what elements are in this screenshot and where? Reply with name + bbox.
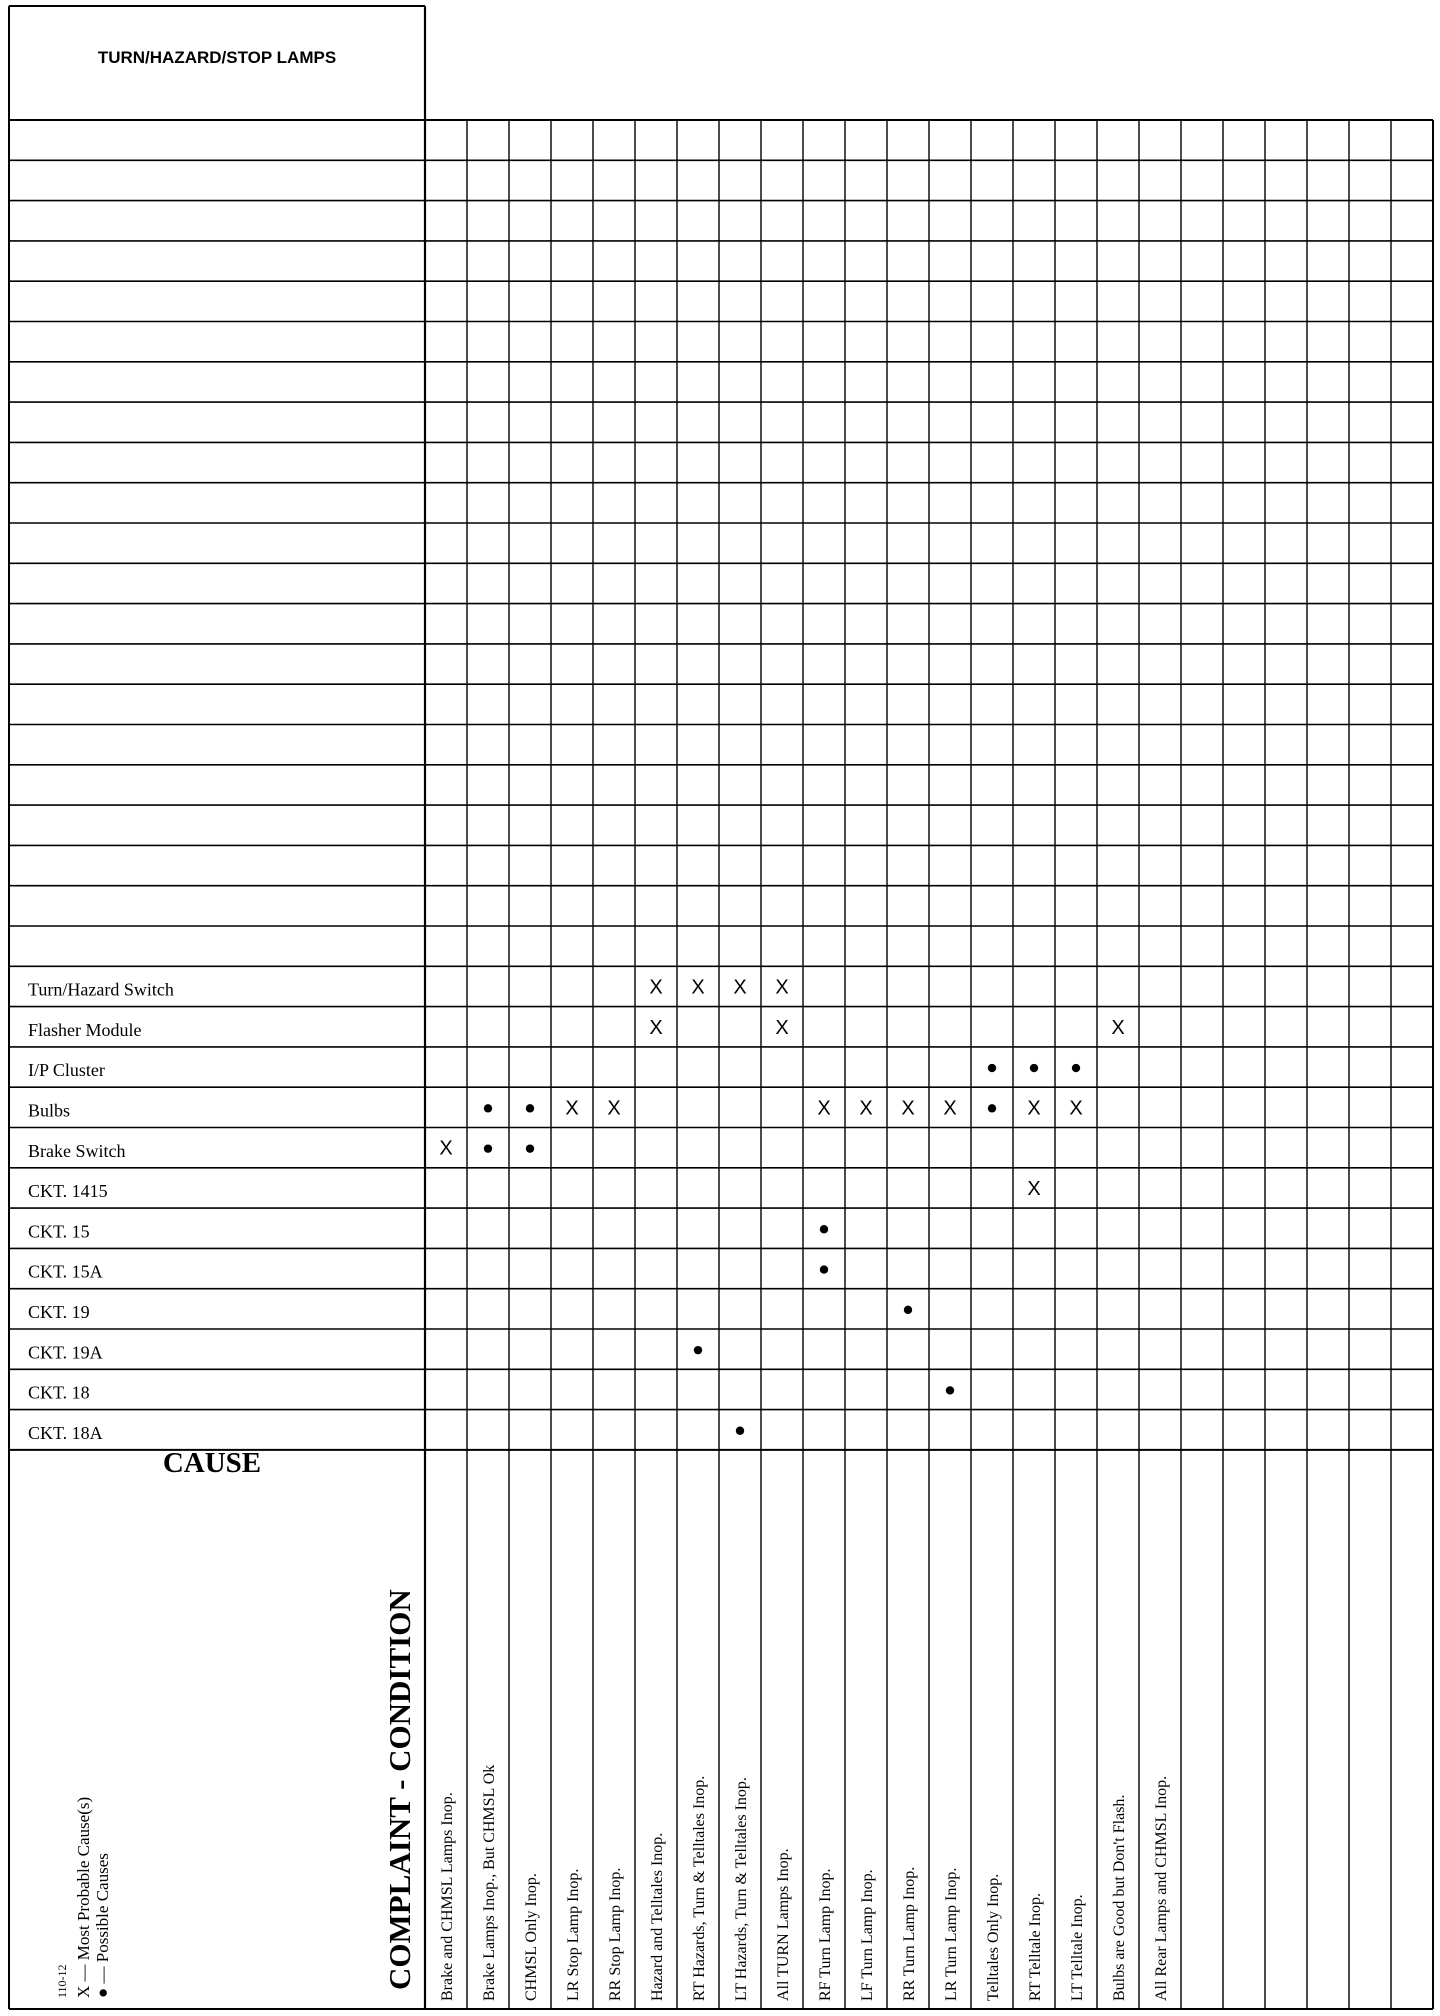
possible-cause-dot [736, 1427, 744, 1435]
cause-label: CKT. 15 [28, 1221, 90, 1242]
most-probable-mark: X [607, 1097, 621, 1120]
condition-label: LF Turn Lamp Inop. [859, 1869, 876, 2001]
cause-label: Turn/Hazard Switch [28, 979, 174, 1000]
possible-cause-dot [988, 1064, 996, 1072]
most-probable-mark: X [775, 1016, 789, 1039]
cause-label: CKT. 19 [28, 1302, 90, 1322]
condition-label: LR Stop Lamp Inop. [565, 1868, 582, 2001]
cause-label: Bulbs [28, 1100, 71, 1121]
possible-cause-dot [820, 1225, 828, 1233]
most-probable-mark: X [775, 976, 789, 999]
most-probable-mark: X [565, 1097, 579, 1120]
possible-cause-dot [526, 1144, 534, 1152]
most-probable-mark: X [817, 1097, 831, 1120]
most-probable-mark: X [859, 1097, 873, 1120]
cause-label: CKT. 1415 [28, 1181, 108, 1202]
possible-cause-dot [484, 1104, 492, 1112]
possible-cause-dot [946, 1386, 954, 1394]
figure-code: 110-12 [55, 1964, 69, 1998]
complaint-condition-heading: COMPLAINT - CONDITION [382, 1589, 417, 1990]
cause-label: Brake Switch [28, 1140, 126, 1161]
cause-label: CKT. 15A [28, 1261, 103, 1282]
cause-label: I/P Cluster [28, 1060, 105, 1081]
most-probable-mark: X [943, 1097, 957, 1120]
condition-label: LT Telltale Inop. [1069, 1894, 1086, 2001]
condition-label: All TURN Lamps Inop. [775, 1848, 792, 2001]
possible-cause-dot [694, 1346, 702, 1354]
matrix-grid [9, 6, 1433, 2009]
title-box [98, 48, 336, 67]
condition-label: All Rear Lamps and CHMSL Inop. [1153, 1775, 1170, 2001]
most-probable-mark: X [1027, 1177, 1041, 1200]
most-probable-mark: X [439, 1137, 453, 1160]
possible-cause-dot [988, 1104, 996, 1112]
most-probable-mark: X [1069, 1097, 1083, 1120]
condition-label: Hazard and Telltales Inop. [649, 1832, 666, 2001]
condition-label: RF Turn Lamp Inop. [817, 1868, 834, 2001]
most-probable-mark: X [1027, 1097, 1041, 1120]
chart-title: TURN/HAZARD/STOP LAMPS [97, 48, 337, 67]
condition-label: RT Telltale Inop. [1027, 1893, 1044, 2001]
most-probable-mark: X [901, 1097, 915, 1120]
condition-label: RR Stop Lamp Inop. [607, 1867, 624, 2001]
possible-cause-dot [1072, 1064, 1080, 1072]
condition-label: LR Turn Lamp Inop. [943, 1867, 960, 2001]
footer-area [55, 1447, 417, 1998]
legend-possible: ● — Possible Causes [93, 1853, 112, 1998]
cause-label: CKT. 18 [28, 1382, 90, 1403]
condition-label: Bulbs are Good but Don't Flash. [1111, 1794, 1128, 2001]
legend-most-probable: X — Most Probable Cause(s) [74, 1796, 93, 1998]
most-probable-mark: X [733, 976, 747, 999]
condition-label: Brake and CHMSL Lamps Inop. [439, 1792, 456, 2001]
possible-cause-dot [820, 1265, 828, 1273]
condition-label: LT Hazards, Turn & Telltales Inop. [733, 1777, 750, 2001]
most-probable-mark: X [649, 1016, 663, 1039]
condition-labels [439, 1765, 1170, 2001]
cause-label: CKT. 18A [28, 1422, 103, 1443]
possible-cause-dot [484, 1144, 492, 1152]
cause-label: Flasher Module [28, 1019, 142, 1040]
most-probable-mark: X [691, 976, 705, 999]
marks-layer [439, 976, 1124, 1435]
condition-label: CHMSL Only Inop. [523, 1873, 540, 2001]
possible-cause-dot [904, 1306, 912, 1314]
most-probable-mark: X [649, 976, 663, 999]
possible-cause-dot [1030, 1064, 1038, 1072]
cause-labels [28, 980, 174, 1443]
condition-label: Brake Lamps Inop., But CHMSL Ok [481, 1764, 498, 2001]
condition-label: Telltales Only Inop. [985, 1873, 1002, 2001]
most-probable-mark: X [1111, 1016, 1125, 1039]
possible-cause-dot [526, 1104, 534, 1112]
condition-label: RR Turn Lamp Inop. [901, 1866, 918, 2001]
cause-heading: CAUSE [162, 1447, 262, 1479]
condition-label: RT Hazards, Turn & Telltales Inop. [691, 1775, 708, 2001]
cause-label: CKT. 19A [28, 1342, 103, 1363]
